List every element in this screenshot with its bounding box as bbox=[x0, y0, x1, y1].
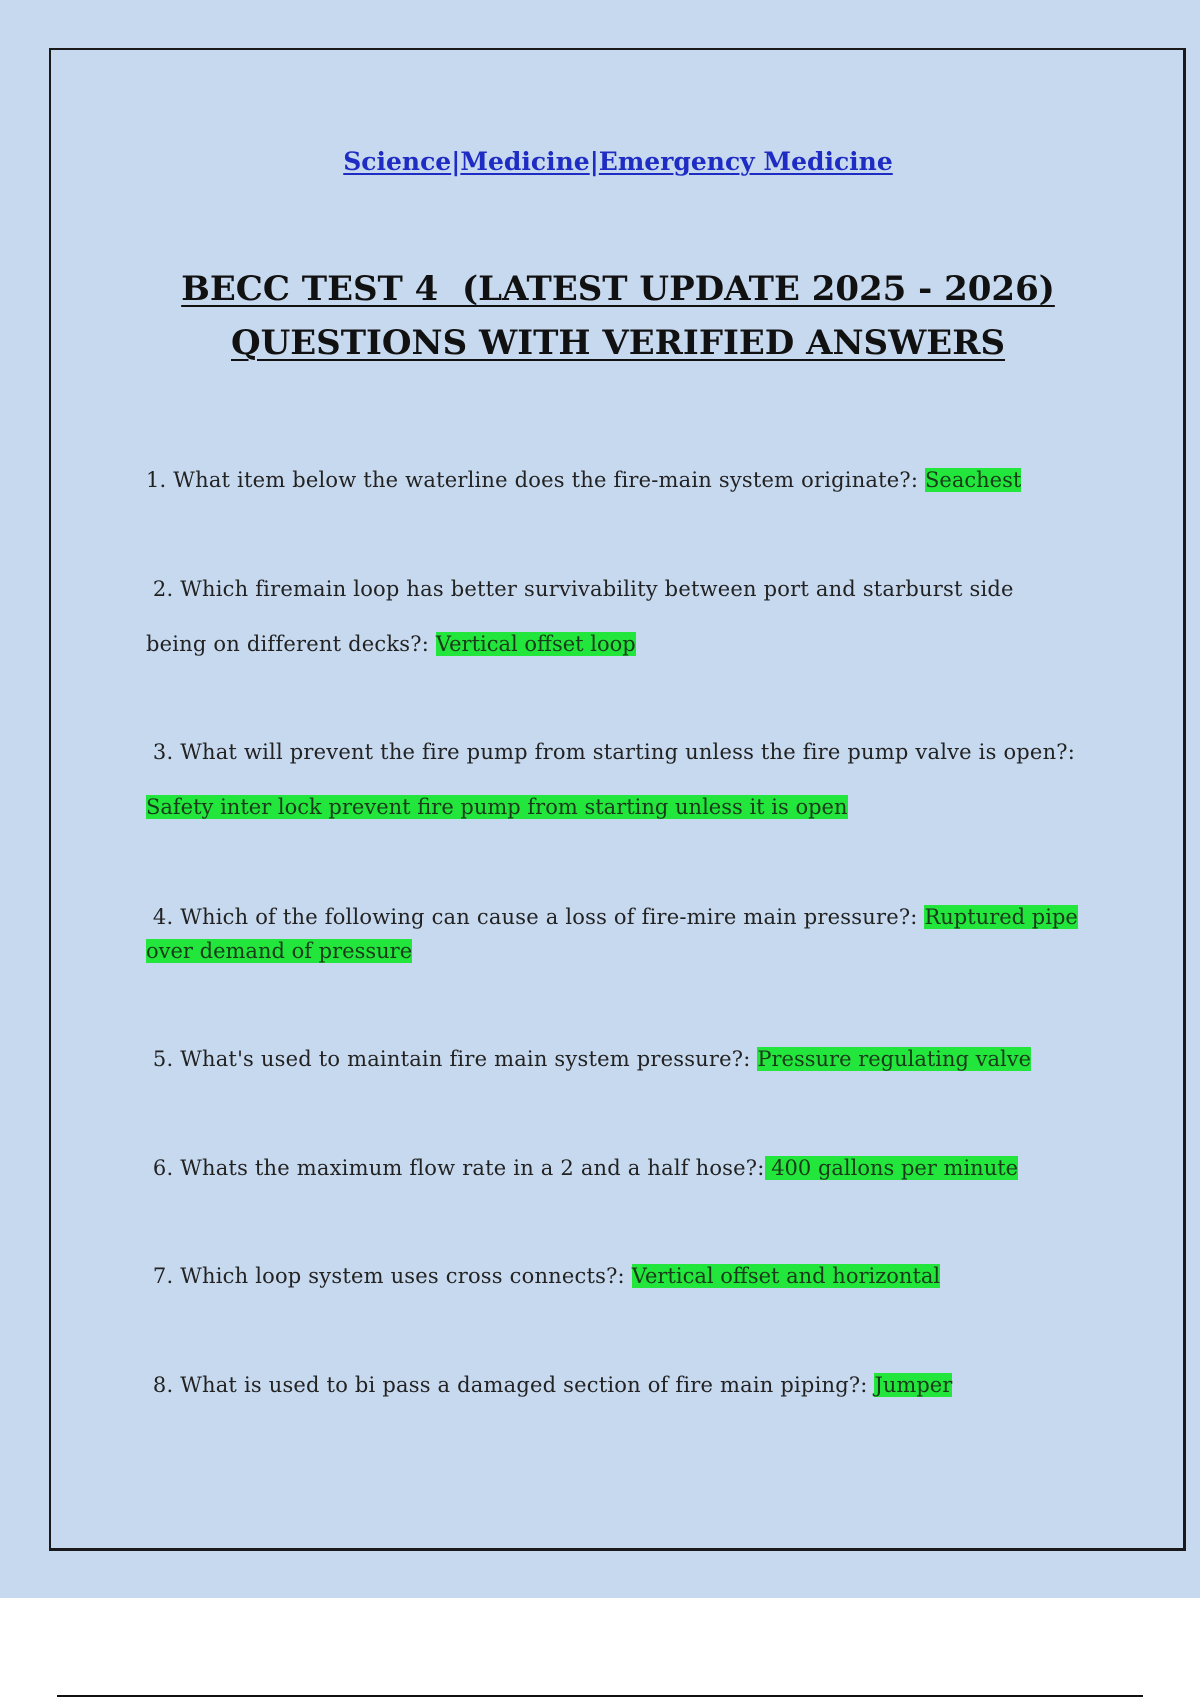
question-text: 7. Which loop system uses cross connects?: bbox=[146, 1264, 632, 1288]
breadcrumb bbox=[0, 147, 1200, 177]
breadcrumb-link-science[interactable]: Science bbox=[343, 147, 452, 176]
answer-highlight: Ruptured pipe over demand of pressure bbox=[146, 905, 1078, 963]
question-item-6 bbox=[146, 1141, 1086, 1196]
question-text: 1. What item below the waterline does the fire-main system originate?: bbox=[146, 468, 926, 492]
question-text: 5. What's used to maintain fire main system pressure?: bbox=[146, 1047, 758, 1071]
question-item-7 bbox=[146, 1249, 1086, 1304]
title-line-1: BECC TEST 4 (LATEST UPDATE 2025 - 2026) bbox=[181, 269, 1055, 309]
answer-highlight: Vertical offset and horizontal bbox=[631, 1264, 941, 1288]
question-text: 4. Which of the following can cause a loss of fire-mire main pressure?: bbox=[146, 905, 925, 929]
question-item-5 bbox=[146, 1032, 1086, 1087]
breadcrumb-link-medicine[interactable]: Medicine bbox=[460, 147, 590, 176]
breadcrumb-link-emergency-medicine[interactable]: Emergency Medicine bbox=[598, 147, 893, 176]
answer-highlight: Safety inter lock prevent fire pump from starting unless it is open bbox=[146, 795, 848, 819]
answer-highlight: Seachest bbox=[925, 468, 1022, 492]
question-item-4 bbox=[146, 900, 1086, 968]
breadcrumb-separator: | bbox=[451, 147, 461, 176]
question-text: 3. What will prevent the fire pump from starting unless the fire pump valve is open?: bbox=[146, 740, 1082, 764]
answer-highlight: Vertical offset loop bbox=[435, 632, 636, 656]
document-title bbox=[0, 262, 1200, 370]
answer-highlight: Pressure regulating valve bbox=[757, 1047, 1032, 1071]
answer-highlight: 400 gallons per minute bbox=[764, 1156, 1019, 1180]
question-item-2 bbox=[146, 562, 1076, 672]
question-text: 8. What is used to bi pass a damaged section of fire main piping?: bbox=[146, 1373, 875, 1397]
footer-divider bbox=[57, 1695, 1143, 1697]
question-item-3 bbox=[146, 725, 1082, 835]
question-text: 6. Whats the maximum flow rate in a 2 and a half hose?: bbox=[146, 1156, 765, 1180]
question-item-1 bbox=[146, 453, 1086, 508]
question-text: 2. Which firemain loop has better survivability between port and starburst side being on different decks?: bbox=[146, 577, 1021, 656]
answer-highlight: Jumper bbox=[874, 1373, 953, 1397]
breadcrumb-separator: | bbox=[589, 147, 599, 176]
question-item-8 bbox=[146, 1358, 1086, 1413]
title-line-2: QUESTIONS WITH VERIFIED ANSWERS bbox=[230, 323, 1006, 363]
